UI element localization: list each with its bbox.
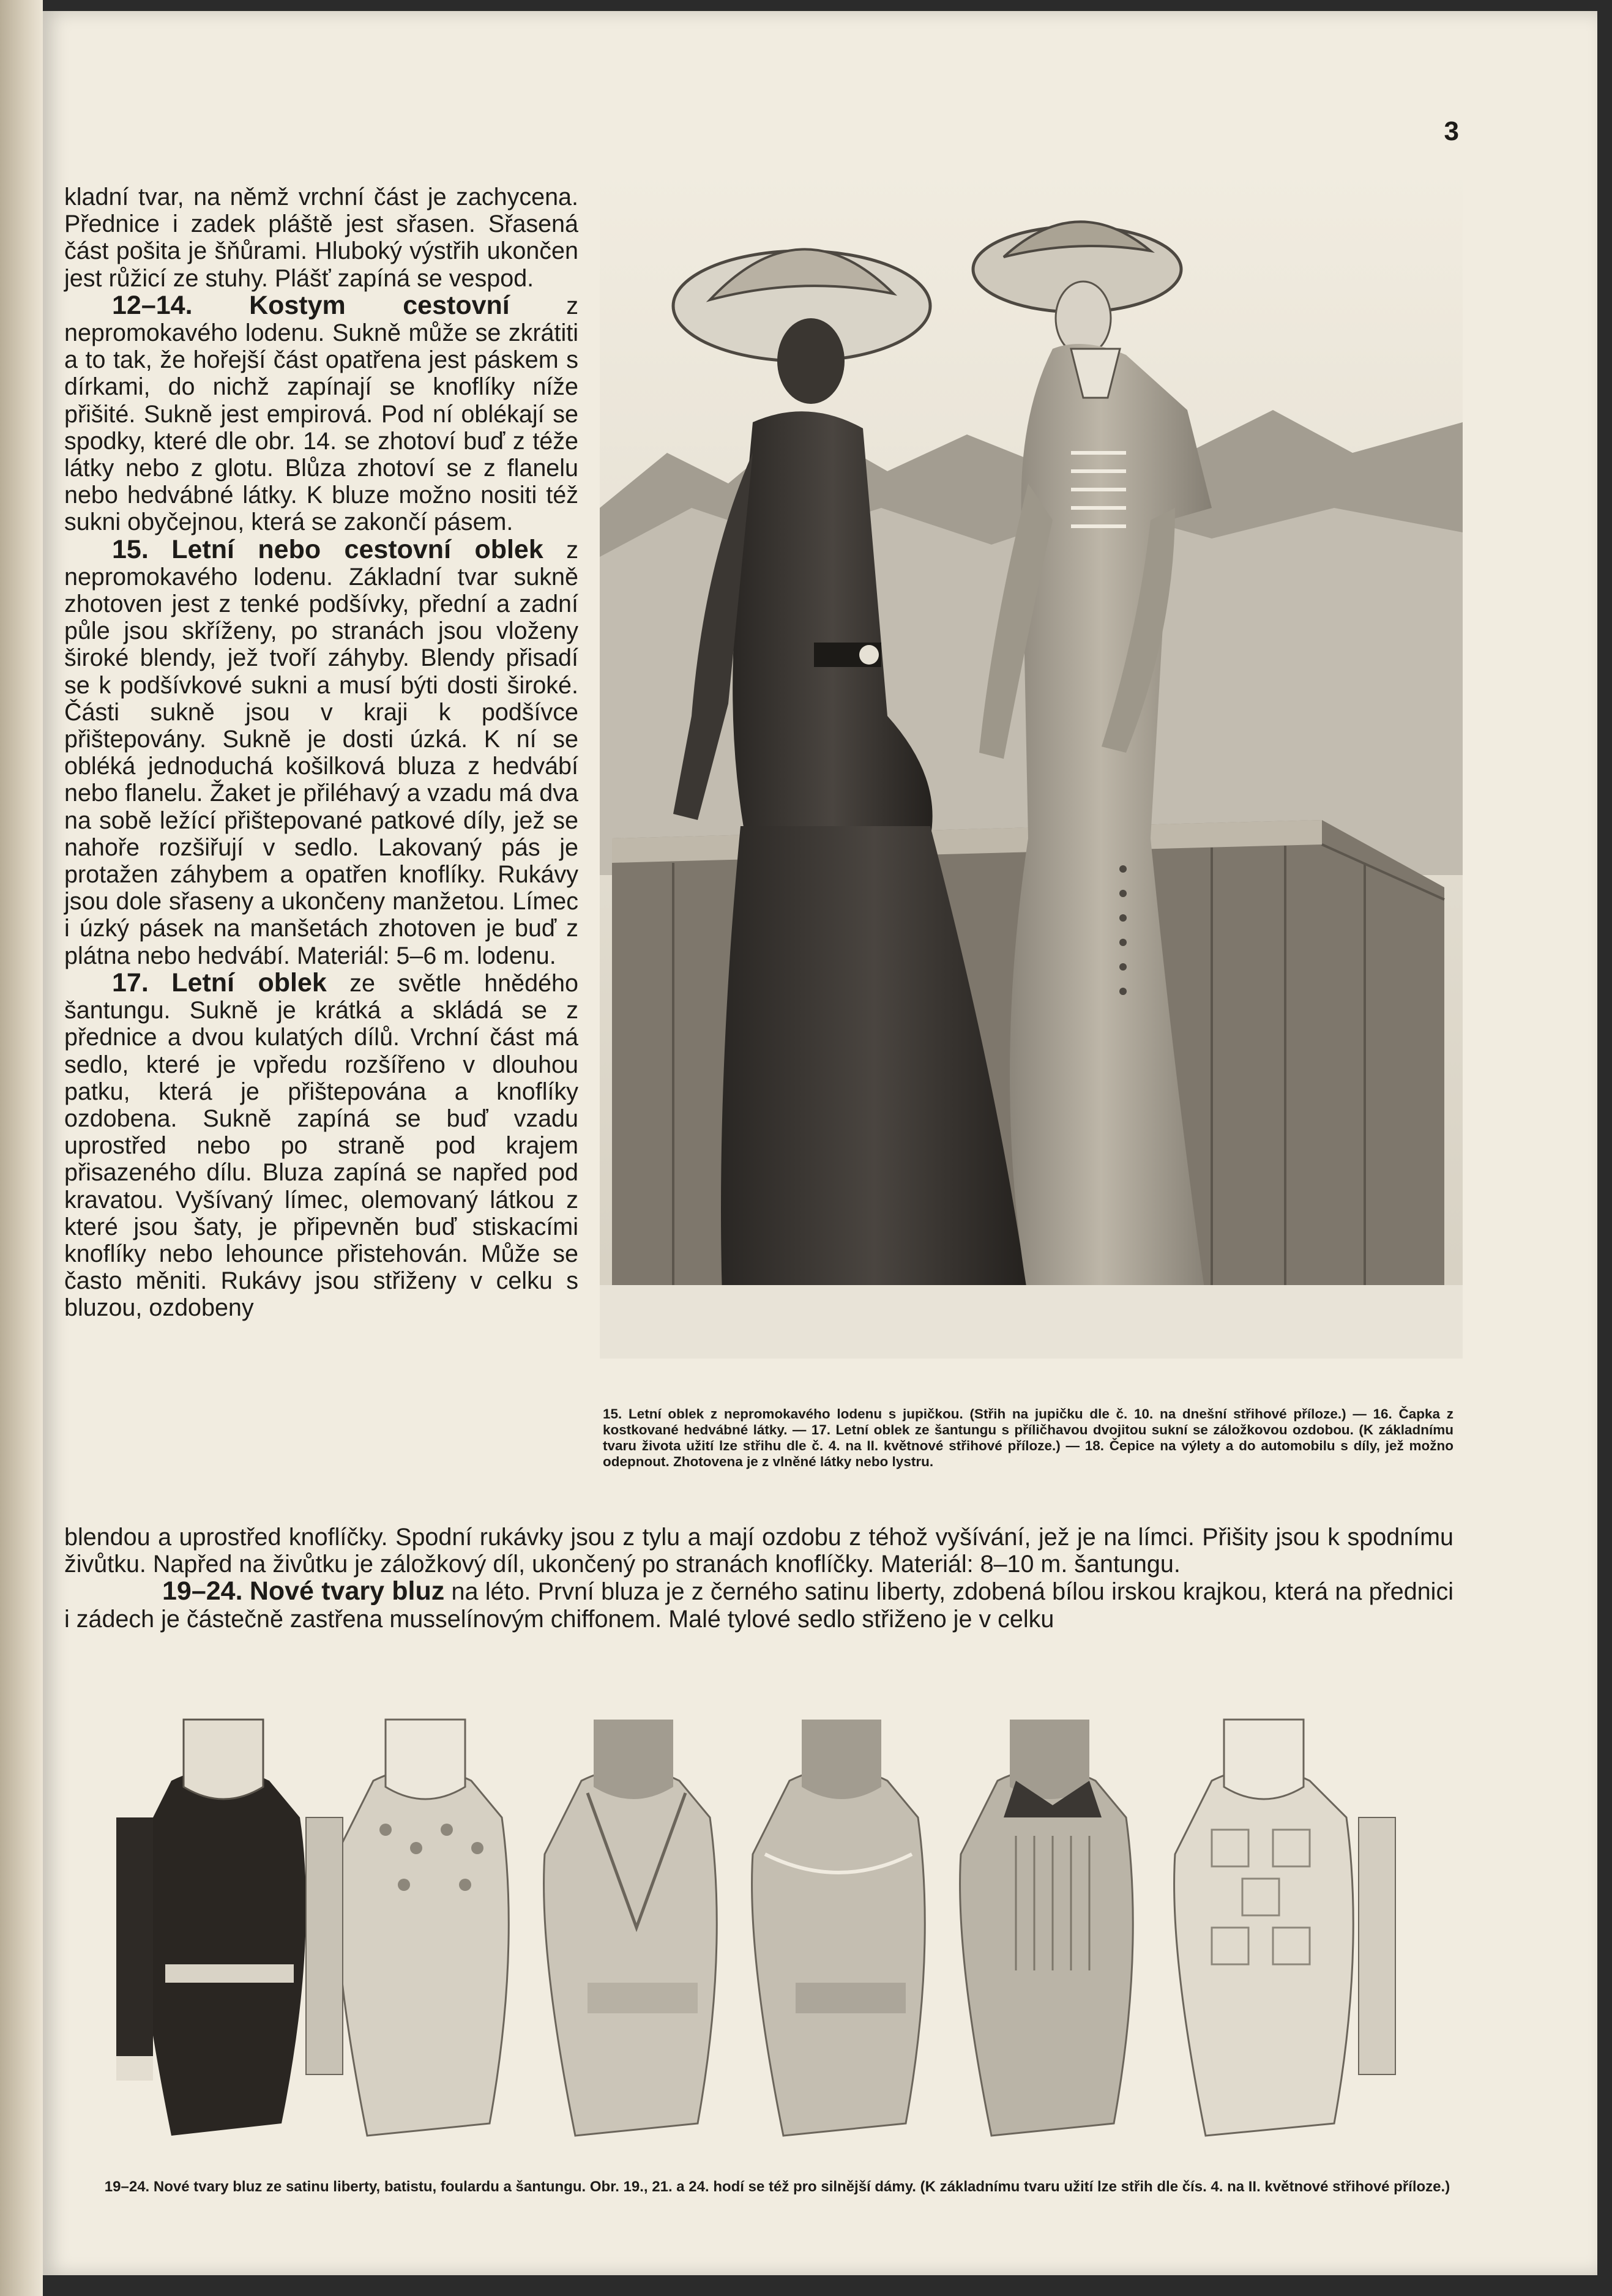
two-women-walking-dresses-illustration (600, 165, 1463, 1359)
item-description: z nepromokavého lodenu. Základní tvar sukně zhotoven jest z tenké podšívky, přední a zadní půle jsou skříženy, po stranách jsou vloženy široké blendy, jež tvoří záhyby. Blendy přisadí se k podšívkové sukni a musí býti dosti široké. Části sukně jsou v kraji k podšívce přištepovány. Sukně je dosti úzká. K ní se obléká jednoduchá košilková bluza z hedvábí nebo flanelu. Žaket je přiléhavý a vzadu má dva na sobě ležící přištepované patkové díly, jež se nahoře rozšiřují v sedlo. Lakovaný pás je protažen záhybem a opatřen knoflíky. Rukávy jsou dole sřaseny a ukončeny manžetou. Límec i úzký pásek na manšetách zhotoven je buď z plátna nebo hedvábí. Materiál: 5–6 m. lodenu. (64, 536, 578, 969)
item-number: 15. (112, 534, 149, 564)
item-description: ze světle hnědého šantungu. Sukně je krátká a skládá se z přednice a dvou kulatých dílů. Vrchní část má sedlo, které je vpředu rozšířeno v dlouhou patku, která je přištepována a knoflíky ozdobena. Sukně zapíná se buď vzadu uprostřed nebo po straně pod krajem přisazeného dílu. Bluza zapíná se napřed pod kravatou. Vyšívaný límec, olemovaný látkou z které jsou šaty, je připevněn buď stiskacími knoflíky nebo lehounce přistehován. Může se často měniti. Rukávy jsou střiženy v celku s bluzou, ozdobeny (64, 969, 578, 1322)
book-gutter (0, 0, 43, 2296)
item-title: Nové tvary bluz (249, 1576, 445, 1606)
full-width-text (64, 1524, 1453, 1633)
paragraph-sleeves: blendou a uprostřed knoflíčky. Spodní rukávky jsou z tylu a mají ozdobu z téhož vyšívání, jež je na límci. Přišity jsou k spodnímu živůtku. Napřed na živůtku je záložkový díl, ukončený po stranách knoflíčky. Materiál: 8–10 m. šantungu. (64, 1524, 1453, 1578)
six-blouses-on-mannequins-illustration (98, 1695, 1457, 2160)
paragraph-new-blouses (64, 1578, 1453, 1632)
item-number: 12–14. (112, 290, 193, 320)
main-figure-caption: 15. Letní oblek z nepromokavého lodenu s jupičkou. (Střih na jupičku dle č. 10. na dnešní střihové příloze.) — 16. Čapka z kostkované hedvábné látky. — 17. Letní oblek ze šantungu s příličhavou dvojitou sukní se záložkovou ozdobou. (K základnímu tvaru života užití lze střihu dle č. 4. na II. květnové střihové příloze.) — 18. Čepice na výlety a do automobilu s díly, jež možno odepnout. Zhotovena je z vlněné látky nebo lystru. (603, 1406, 1453, 1469)
page-number: 3 (1444, 116, 1459, 146)
item-number: 17. (112, 967, 149, 997)
item-description: z nepromokavého lodenu. Sukně může se zkrátiti a to tak, že hořejší část opatřena jest páskem s dírkami, do nichž zapínají se knoflíky níže přišité. Sukně jest empirová. Pod ní oblékají se spodky, které dle obr. 14. se zhotoví buď z téže látky nebo z glotu. Blůza zhotoví se z flanelu nebo hedvábné látky. K bluze možno nositi též sukni obyčejnou, která se zakončí pásem. (64, 292, 578, 536)
item-title: Letní nebo cestovní oblek (171, 534, 543, 564)
paragraph-coat-end: kladní tvar, na němž vrchní část je zachycena. Přednice i zadek pláště jest sřasen. Sřasená část pošita je šňůrami. Hluboký výstřih ukončen jest růžicí ze stuhy. Plášť zapíná se vespod. (64, 184, 578, 292)
paragraph-summer-travel-dress (64, 536, 578, 969)
item-title: Letní oblek (171, 967, 327, 997)
left-text-column (64, 184, 578, 1322)
item-title: Kostym cestovní (249, 290, 510, 320)
item-number: 19–24. (162, 1576, 243, 1606)
item-description: na léto. První bluza je z černého satinu liberty, zdobená bílou irskou krajkou, která na přednici i zádech je částečně zastřena musselínovým chiffonem. Malé tylové sedlo střiženo je v celku (64, 1578, 1453, 1633)
paragraph-travel-costume (64, 292, 578, 536)
blouses-caption: 19–24. Nové tvary bluz ze satinu liberty, batistu, foulardu a šantungu. Obr. 19., 21. a 24. hodí se též pro silnější dámy. (K základnímu tvaru užití lze střih dle čís. 4. na II. květnové střihové příloze.) (104, 2179, 1450, 2195)
paragraph-summer-dress (64, 969, 578, 1322)
